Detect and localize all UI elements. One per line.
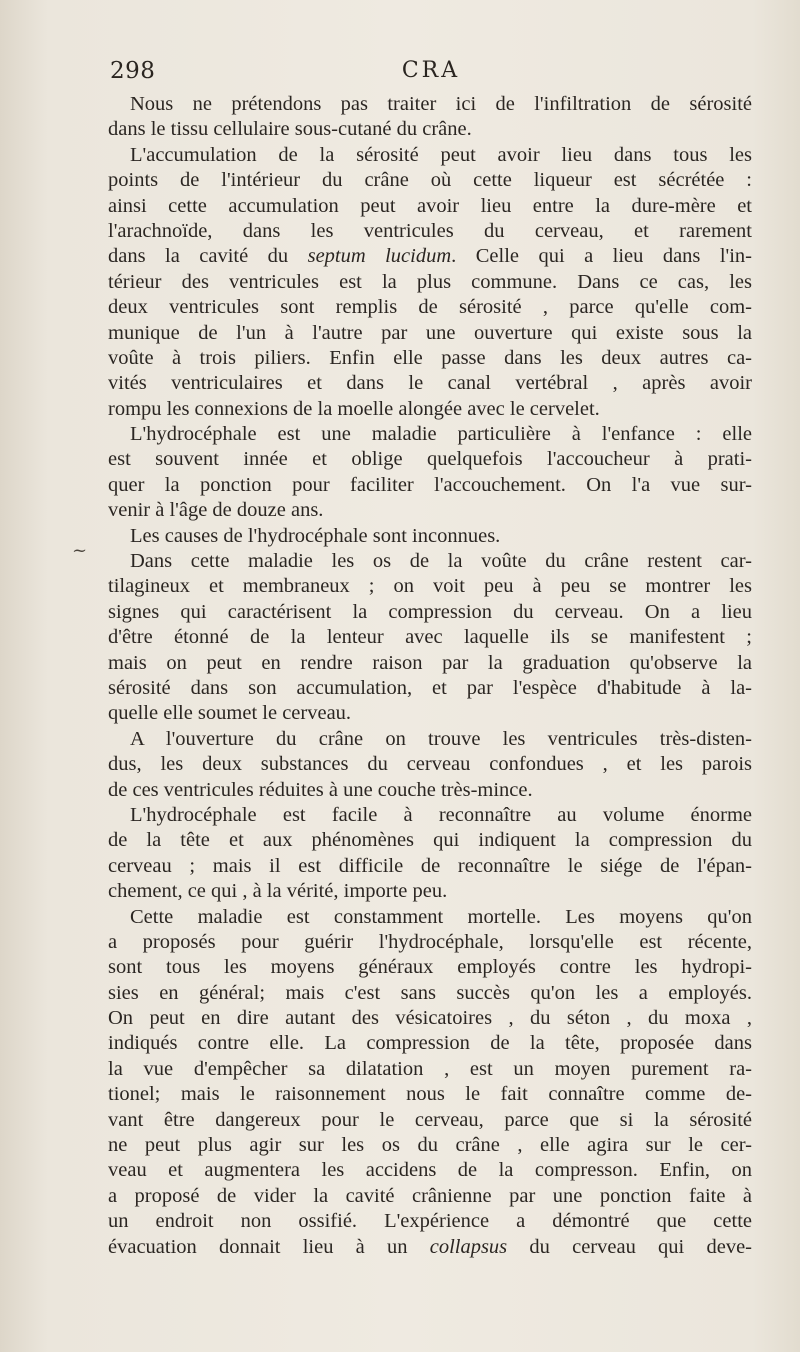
- text-line: L'hydrocéphale est facile à reconnaître au volume énorme: [130, 803, 752, 826]
- text-line: a proposé de vider la cavité crânienne par une ponction faite à: [108, 1184, 752, 1207]
- text-segment: . Celle qui a lieu dans l'in-: [451, 245, 752, 268]
- paragraph: [108, 803, 752, 905]
- text-segment: évacuation donnait lieu à un: [108, 1235, 430, 1258]
- text-line: munique de l'un à l'autre par une ouverture qui existe sous la: [108, 321, 752, 344]
- text-segment: dans la cavité du: [108, 245, 308, 268]
- text-line: chement, ce qui , à la vérité, importe peu.: [108, 880, 448, 903]
- page-number: 298: [110, 58, 156, 84]
- text-line: [108, 244, 752, 269]
- body-text: [108, 92, 752, 1260]
- text-line: vités ventriculaires et dans le canal vertébral , après avoir: [108, 372, 752, 395]
- text-line: de la tête et aux phénomènes qui indiquent la compression du: [108, 829, 752, 852]
- text-line: tilagineux et membraneux ; on voit peu à peu se montrer les: [108, 575, 752, 598]
- text-line: a proposés pour guérir l'hydrocéphale, lorsqu'elle est récente,: [108, 930, 752, 953]
- text-line: A l'ouverture du crâne on trouve les ventricules très-disten-: [130, 727, 752, 750]
- text-line: est souvent innée et oblige quelquefois l'accoucheur à prati-: [108, 448, 752, 471]
- text-line: un endroit non ossifié. L'expérience a démontré que cette: [108, 1210, 752, 1233]
- paragraph: [108, 905, 752, 1260]
- text-line: signes qui caractérisent la compression du cerveau. On a lieu: [108, 600, 752, 623]
- text-line: mais on peut en rendre raison par la graduation qu'observe la: [108, 651, 752, 674]
- text-line: points de l'intérieur du crâne où cette liqueur est sécrétée :: [108, 169, 752, 192]
- text-line: Les causes de l'hydrocéphale sont inconnues.: [130, 524, 501, 547]
- text-line: rompu les connexions de la moelle alongée avec le cervelet.: [108, 397, 600, 420]
- text-line: sies en général; mais c'est sans succès qu'on les a employés.: [108, 981, 752, 1004]
- paragraph: [108, 524, 752, 549]
- paragraph: [108, 92, 752, 143]
- text-line: quer la ponction pour faciliter l'accouchement. On l'a vue sur-: [108, 473, 752, 496]
- text-line: de ces ventricules réduites à une couche très-mince.: [108, 778, 533, 801]
- italic-term: septum lucidum: [307, 245, 452, 268]
- page-header: [110, 58, 752, 92]
- paragraph: [108, 727, 752, 803]
- text-line: sont tous les moyens généraux employés contre les hydropi-: [108, 956, 752, 979]
- paragraph: [108, 549, 752, 727]
- text-line: Cette maladie est constamment mortelle. Les moyens qu'on: [130, 905, 752, 928]
- text-line: [108, 1235, 752, 1260]
- margin-dash-mark: ~: [72, 540, 88, 561]
- text-line: On peut en dire autant des vésicatoires , du séton , du moxa ,: [108, 1007, 752, 1030]
- text-line: L'hydrocéphale est une maladie particulière à l'enfance : elle: [130, 423, 752, 446]
- text-line: dans le tissu cellulaire sous-cutané du crâne.: [108, 118, 472, 141]
- text-line: tionel; mais le raisonnement nous le fait connaître comme de-: [108, 1083, 752, 1106]
- text-line: dus, les deux substances du cerveau confondues , et les parois: [108, 753, 752, 776]
- text-segment: du cerveau qui deve-: [507, 1235, 752, 1258]
- text-line: deux ventricules sont remplis de sérosité , parce qu'elle com-: [108, 296, 752, 319]
- text-line: sérosité dans son accumulation, et par l'espèce d'habitude à la-: [108, 676, 752, 699]
- text-line: térieur des ventricules est la plus commune. Dans ce cas, les: [108, 270, 752, 293]
- text-line: voûte à trois piliers. Enfin elle passe dans les deux autres ca-: [108, 346, 752, 369]
- paragraph: [108, 422, 752, 524]
- text-line: venir à l'âge de douze ans.: [108, 499, 324, 522]
- text-line: Dans cette maladie les os de la voûte du crâne restent car-: [130, 550, 752, 573]
- text-line: la vue d'empêcher sa dilatation , est un moyen purement ra-: [108, 1057, 752, 1080]
- text-line: cerveau ; mais il est difficile de reconnaître le siége de l'épan-: [108, 854, 752, 877]
- text-line: ainsi cette accumulation peut avoir lieu entre la dure-mère et: [108, 194, 752, 217]
- text-line: Nous ne prétendons pas traiter ici de l'infiltration de sérosité: [130, 93, 752, 115]
- text-line: L'accumulation de la sérosité peut avoir lieu dans tous les: [130, 143, 752, 166]
- text-line: ne peut plus agir sur les os du crâne , elle agira sur le cer-: [108, 1134, 752, 1157]
- running-head: CRA: [401, 58, 461, 83]
- text-line: l'arachnoïde, dans les ventricules du cerveau, et rarement: [108, 219, 752, 242]
- text-line: indiqués contre elle. La compression de la tête, proposée dans: [108, 1032, 752, 1055]
- text-line: vant être dangereux pour le cerveau, parce que si la sérosité: [108, 1108, 752, 1131]
- text-line: veau et augmentera les accidens de la compresson. Enfin, on: [108, 1159, 752, 1182]
- text-line: quelle elle soumet le cerveau.: [108, 702, 352, 725]
- text-line: d'être étonné de la lenteur avec laquelle ils se manifestent ;: [108, 626, 752, 649]
- italic-term: collapsus: [429, 1235, 508, 1258]
- paragraph: [108, 143, 752, 422]
